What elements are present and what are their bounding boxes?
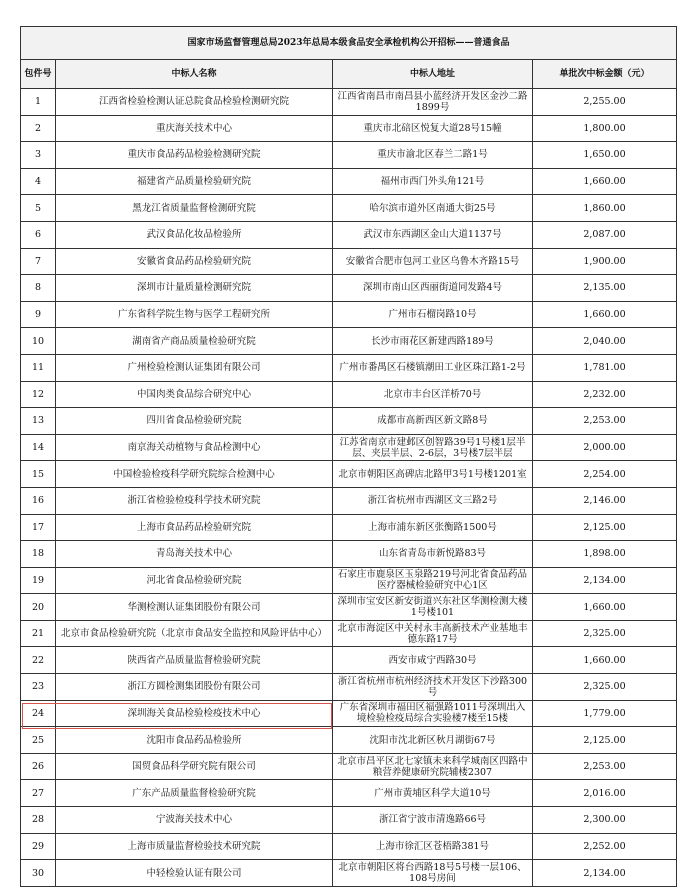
package-number-cell: 13 xyxy=(21,408,56,435)
winner-address-cell: 沈阳市沈北新区秋月湖街67号 xyxy=(333,727,533,754)
table-row xyxy=(21,275,677,302)
winner-name-cell: 中国检验检疫科学研究院综合检测中心 xyxy=(56,461,333,488)
package-number-cell: 20 xyxy=(21,594,56,621)
table-row xyxy=(21,301,677,328)
table-row xyxy=(21,727,677,754)
table-row xyxy=(21,807,677,834)
amount-cell: 1,660.00 xyxy=(533,301,677,328)
amount-cell: 2,232.00 xyxy=(533,381,677,408)
amount-cell: 2,255.00 xyxy=(533,89,677,116)
winner-address-cell: 江苏省南京市建邺区创智路39号1号楼1层半层、夹层半层、2-6层，3号楼7层半层 xyxy=(333,434,533,461)
winner-name-cell: 国贸食品科学研究院有限公司 xyxy=(56,753,333,780)
table-header-row xyxy=(21,60,677,89)
header-name: 中标人名称 xyxy=(56,60,333,89)
winner-address-cell: 浙江省杭州市西湖区文三路2号 xyxy=(333,487,533,514)
winner-address-cell: 西安市咸宁西路30号 xyxy=(333,647,533,674)
table-row xyxy=(21,487,677,514)
winner-address-cell: 安徽省合肥市包河工业区乌鲁木齐路15号 xyxy=(333,248,533,275)
amount-cell: 1,660.00 xyxy=(533,594,677,621)
amount-cell: 2,253.00 xyxy=(533,408,677,435)
table-row xyxy=(21,381,677,408)
amount-cell: 1,800.00 xyxy=(533,115,677,142)
package-number-cell: 14 xyxy=(21,434,56,461)
winner-name-cell: 四川省食品检验研究院 xyxy=(56,408,333,435)
amount-cell: 1,660.00 xyxy=(533,647,677,674)
table-row xyxy=(21,860,677,887)
amount-cell: 1,660.00 xyxy=(533,168,677,195)
table-row xyxy=(21,328,677,355)
winner-name-cell: 湖南省产商品质量检验研究院 xyxy=(56,328,333,355)
table-row xyxy=(21,195,677,222)
table-row xyxy=(21,248,677,275)
package-number-cell: 22 xyxy=(21,647,56,674)
table-row xyxy=(21,674,677,701)
winner-name-cell: 沈阳市食品药品检验所 xyxy=(56,727,333,754)
package-number-cell: 9 xyxy=(21,301,56,328)
award-table xyxy=(20,26,677,887)
winner-name-cell: 北京市食品检验研究院（北京市食品安全监控和风险评估中心） xyxy=(56,620,333,647)
amount-cell: 2,134.00 xyxy=(533,860,677,887)
table-row xyxy=(21,700,677,727)
winner-address-cell: 浙江省杭州市杭州经济技术开发区下沙路300号 xyxy=(333,674,533,701)
winner-address-cell: 重庆市渝北区春兰二路1号 xyxy=(333,142,533,169)
winner-name-cell: 上海市质量监督检验技术研究院 xyxy=(56,833,333,860)
winner-name-cell: 广州检验检测认证集团有限公司 xyxy=(56,354,333,381)
table-row xyxy=(21,115,677,142)
winner-address-cell: 北京市丰台区洋桥70号 xyxy=(333,381,533,408)
winner-name-cell: 黑龙江省质量监督检测研究院 xyxy=(56,195,333,222)
table-row xyxy=(21,354,677,381)
amount-cell: 2,300.00 xyxy=(533,807,677,834)
amount-cell: 1,898.00 xyxy=(533,541,677,568)
package-number-cell: 18 xyxy=(21,541,56,568)
header-package: 包件号 xyxy=(21,60,56,89)
table-row xyxy=(21,168,677,195)
winner-address-cell: 北京市朝阳区将台西路18号5号楼一层106、108号房间 xyxy=(333,860,533,887)
package-number-cell: 26 xyxy=(21,753,56,780)
table-row xyxy=(21,594,677,621)
table-row xyxy=(21,780,677,807)
amount-cell: 2,325.00 xyxy=(533,674,677,701)
amount-cell: 2,325.00 xyxy=(533,620,677,647)
amount-cell: 2,125.00 xyxy=(533,514,677,541)
winner-address-cell: 北京市昌平区北七家镇未来科学城南区四路中粮营养健康研究院辅楼2307 xyxy=(333,753,533,780)
amount-cell: 2,016.00 xyxy=(533,780,677,807)
package-number-cell: 2 xyxy=(21,115,56,142)
winner-address-cell: 广州市番禺区石楼镇潮田工业区珠江路1-2号 xyxy=(333,354,533,381)
winner-name-cell: 重庆海关技术中心 xyxy=(56,115,333,142)
winner-name-cell: 华测检测认证集团股份有限公司 xyxy=(56,594,333,621)
amount-cell: 2,135.00 xyxy=(533,275,677,302)
package-number-cell: 7 xyxy=(21,248,56,275)
table-title: 国家市场监督管理总局2023年总局本级食品安全承检机构公开招标——普通食品 xyxy=(21,27,677,60)
package-number-cell: 19 xyxy=(21,567,56,594)
package-number-cell: 16 xyxy=(21,487,56,514)
table-row xyxy=(21,567,677,594)
package-number-cell: 30 xyxy=(21,860,56,887)
package-number-cell: 24 xyxy=(21,700,56,727)
winner-address-cell: 武汉市东西湖区金山大道1137号 xyxy=(333,221,533,248)
amount-cell: 2,040.00 xyxy=(533,328,677,355)
table-body xyxy=(21,89,677,887)
winner-address-cell: 广州市石榴岗路10号 xyxy=(333,301,533,328)
package-number-cell: 1 xyxy=(21,89,56,116)
winner-address-cell: 哈尔滨市道外区南通大街25号 xyxy=(333,195,533,222)
amount-cell: 2,125.00 xyxy=(533,727,677,754)
winner-name-cell: 重庆市食品药品检验检测研究院 xyxy=(56,142,333,169)
winner-address-cell: 成都市高新西区新文路8号 xyxy=(333,408,533,435)
header-amount: 单批次中标金额（元） xyxy=(533,60,677,89)
winner-address-cell: 福州市西门外头角121号 xyxy=(333,168,533,195)
amount-cell: 1,781.00 xyxy=(533,354,677,381)
table-row xyxy=(21,142,677,169)
amount-cell: 2,087.00 xyxy=(533,221,677,248)
winner-name-cell: 武汉食品化妆品检验所 xyxy=(56,221,333,248)
winner-address-cell: 上海市浦东新区张衡路1500号 xyxy=(333,514,533,541)
amount-cell: 2,252.00 xyxy=(533,833,677,860)
amount-cell: 1,860.00 xyxy=(533,195,677,222)
winner-name-cell: 中国肉类食品综合研究中心 xyxy=(56,381,333,408)
winner-name-cell: 福建省产品质量检验研究院 xyxy=(56,168,333,195)
package-number-cell: 29 xyxy=(21,833,56,860)
winner-address-cell: 浙江省宁波市清逸路66号 xyxy=(333,807,533,834)
winner-address-cell: 北京市朝阳区高碑店北路甲3号1号楼1201室 xyxy=(333,461,533,488)
table-row xyxy=(21,833,677,860)
winner-name-cell: 浙江方圆检测集团股份有限公司 xyxy=(56,674,333,701)
winner-address-cell: 上海市徐汇区苍梧路381号 xyxy=(333,833,533,860)
winner-name-cell: 南京海关动植物与食品检测中心 xyxy=(56,434,333,461)
package-number-cell: 12 xyxy=(21,381,56,408)
table-row xyxy=(21,461,677,488)
header-address: 中标人地址 xyxy=(333,60,533,89)
winner-name-cell: 广东产品质量监督检验研究院 xyxy=(56,780,333,807)
package-number-cell: 3 xyxy=(21,142,56,169)
winner-name-cell: 深圳市计量质量检测研究院 xyxy=(56,275,333,302)
winner-name-cell: 广东省科学院生物与医学工程研究所 xyxy=(56,301,333,328)
amount-cell: 2,000.00 xyxy=(533,434,677,461)
winner-address-cell: 广东省深圳市福田区福强路1011号深圳出入境检验检疫局综合实验楼7楼至15楼 xyxy=(333,700,533,727)
package-number-cell: 8 xyxy=(21,275,56,302)
table-row xyxy=(21,647,677,674)
amount-cell: 1,900.00 xyxy=(533,248,677,275)
winner-name-cell: 浙江省检验检疫科学技术研究院 xyxy=(56,487,333,514)
winner-name-cell: 江西省检验检测认证总院食品检验检测研究院 xyxy=(56,89,333,116)
package-number-cell: 17 xyxy=(21,514,56,541)
package-number-cell: 21 xyxy=(21,620,56,647)
winner-name-cell: 上海市食品药品检验研究院 xyxy=(56,514,333,541)
amount-cell: 2,254.00 xyxy=(533,461,677,488)
winner-address-cell: 石家庄市鹿泉区玉泉路219号河北省食品药品医疗器械检验研究中心1区 xyxy=(333,567,533,594)
winner-name-cell: 安徽省食品药品检验研究院 xyxy=(56,248,333,275)
table-row xyxy=(21,221,677,248)
table-row xyxy=(21,408,677,435)
package-number-cell: 23 xyxy=(21,674,56,701)
winner-address-cell: 长沙市雨花区新建西路189号 xyxy=(333,328,533,355)
amount-cell: 2,134.00 xyxy=(533,567,677,594)
winner-address-cell: 江西省南昌市南昌县小蓝经济开发区金沙二路1899号 xyxy=(333,89,533,116)
winner-name-cell: 中轻检验认证有限公司 xyxy=(56,860,333,887)
winner-address-cell: 广州市黄埔区科学大道10号 xyxy=(333,780,533,807)
winner-address-cell: 重庆市北碚区悦复大道28号15幢 xyxy=(333,115,533,142)
winner-name-cell: 青岛海关技术中心 xyxy=(56,541,333,568)
winner-address-cell: 深圳市南山区西丽街道同发路4号 xyxy=(333,275,533,302)
winner-address-cell: 山东省青岛市新悦路83号 xyxy=(333,541,533,568)
package-number-cell: 28 xyxy=(21,807,56,834)
table-row xyxy=(21,434,677,461)
table-row xyxy=(21,514,677,541)
table-row xyxy=(21,620,677,647)
winner-name-cell: 深圳海关食品检验检疫技术中心 xyxy=(56,700,333,727)
amount-cell: 2,146.00 xyxy=(533,487,677,514)
amount-cell: 2,253.00 xyxy=(533,753,677,780)
winner-name-cell: 宁波海关技术中心 xyxy=(56,807,333,834)
package-number-cell: 27 xyxy=(21,780,56,807)
package-number-cell: 6 xyxy=(21,221,56,248)
package-number-cell: 4 xyxy=(21,168,56,195)
winner-name-cell: 河北省食品检验研究院 xyxy=(56,567,333,594)
package-number-cell: 5 xyxy=(21,195,56,222)
amount-cell: 1,779.00 xyxy=(533,700,677,727)
table-row xyxy=(21,89,677,116)
package-number-cell: 15 xyxy=(21,461,56,488)
winner-address-cell: 深圳市宝安区新安街道兴东社区华测检测大楼1号楼101 xyxy=(333,594,533,621)
table-row xyxy=(21,541,677,568)
package-number-cell: 10 xyxy=(21,328,56,355)
winner-name-cell: 陕西省产品质量监督检验研究院 xyxy=(56,647,333,674)
package-number-cell: 11 xyxy=(21,354,56,381)
package-number-cell: 25 xyxy=(21,727,56,754)
amount-cell: 1,650.00 xyxy=(533,142,677,169)
winner-address-cell: 北京市海淀区中关村永丰高新技术产业基地丰德东路17号 xyxy=(333,620,533,647)
table-title-row xyxy=(21,27,677,60)
table-row xyxy=(21,753,677,780)
